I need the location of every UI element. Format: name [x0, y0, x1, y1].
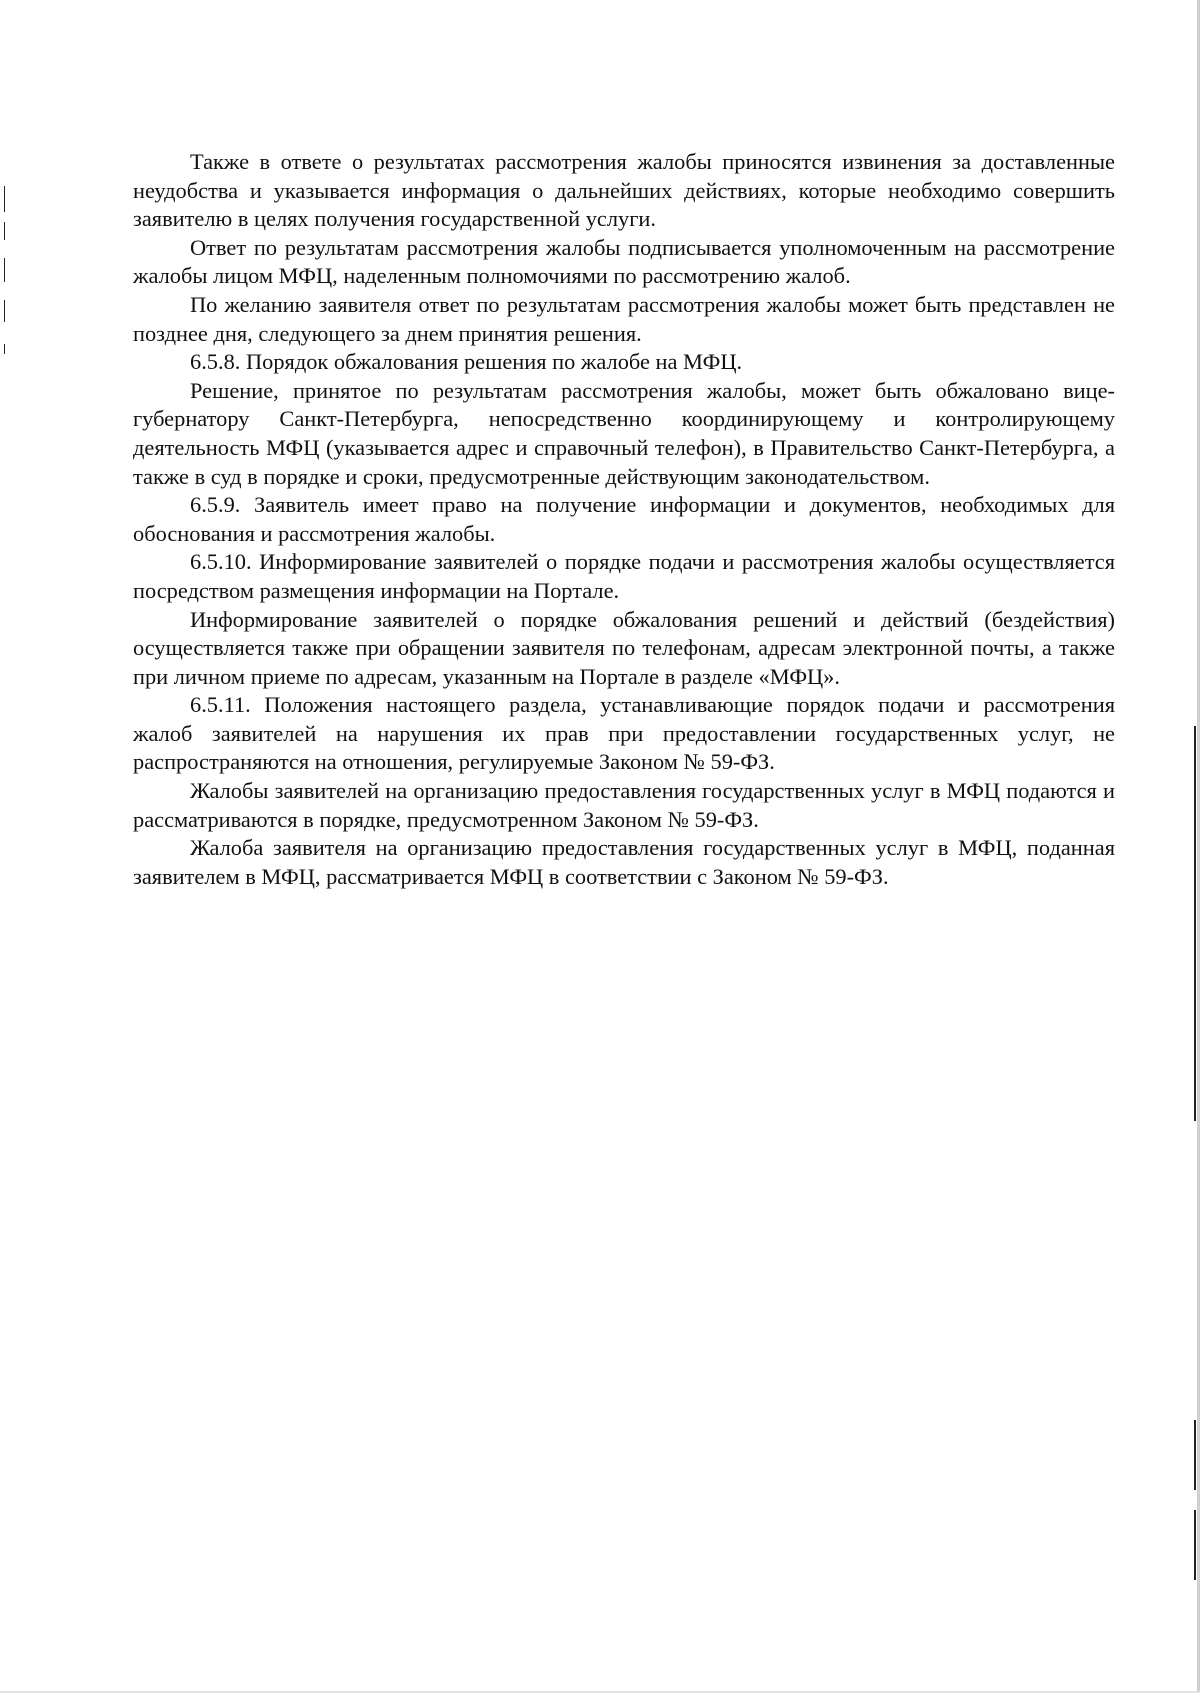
scan-mark [4, 222, 5, 240]
scan-mark [1194, 1510, 1196, 1580]
paragraph-complaint-mfc: Жалоба заявителя на организацию предоставления государственных услуг в МФЦ, поданная заявителем в МФЦ, рассматривается МФЦ в соответствии с Законом № 59-ФЗ. [133, 835, 1115, 889]
scan-mark [4, 258, 5, 282]
scan-mark [4, 300, 5, 322]
paragraph-apology-info: Также в ответе о результатах рассмотрения жалобы приносятся извинения за доставленные неудобства и указывается информация о дальнейших действиях, которые необходимо совершить заявителю в целях получения государственной услуги. [133, 149, 1115, 232]
document-body [133, 148, 1115, 891]
scan-mark [4, 186, 5, 212]
paragraph-complaints-law-59: Жалобы заявителей на организацию предоставления государственных услуг в МФЦ подаются и рассматриваются в порядке, предусмотренном Законом № 59-ФЗ. [133, 778, 1115, 832]
paragraph-response-signature: Ответ по результатам рассмотрения жалобы подписывается уполномоченным на рассмотрение жалобы лицом МФЦ, наделенным полномочиями по рассмотрению жалоб. [133, 234, 1115, 289]
paragraph-informing-applicants: Информирование заявителей о порядке обжалования решений и действий (бездействия) осуществляется также при обращении заявителя по телефонам, адресам электронной почты, а также при личном приеме по адресам, указанным на Портале в разделе «МФЦ». [133, 606, 1115, 689]
section-heading-6-5-8: 6.5.8. Порядок обжалования решения по жалобе на МФЦ. [190, 349, 743, 375]
scan-mark [4, 344, 5, 354]
section-6-5-9: 6.5.9. Заявитель имеет право на получение информации и документов, необходимых для обоснования и рассмотрения жалобы. [133, 492, 1115, 546]
paragraph-appeal-decision: Решение, принятое по результатам рассмотрения жалобы, может быть обжаловано вице-губернатору Санкт-Петербурга, непосредственно координирующему и контролирующему деятельность МФЦ (указывается адрес и справочный телефон), в Правительство Санкт-Петербурга, а также в суд в порядке и сроки, предусмотренные действующим законодательством. [133, 377, 1115, 489]
scan-mark [1194, 726, 1196, 1121]
paragraph-response-deadline: По желанию заявителя ответ по результатам рассмотрения жалобы может быть представлен не позднее дня, следующего за днем принятия решения. [133, 291, 1115, 346]
section-6-5-11: 6.5.11. Положения настоящего раздела, устанавливающие порядок подачи и рассмотрения жалоб заявителей на нарушения их прав при предоставлении государственных услуг, не распространяются на отношения, регулируемые Законом № 59-ФЗ. [133, 692, 1115, 775]
scan-mark [1194, 1420, 1196, 1490]
section-6-5-10: 6.5.10. Информирование заявителей о порядке подачи и рассмотрения жалобы осуществляется посредством размещения информации на Портале. [133, 549, 1115, 603]
